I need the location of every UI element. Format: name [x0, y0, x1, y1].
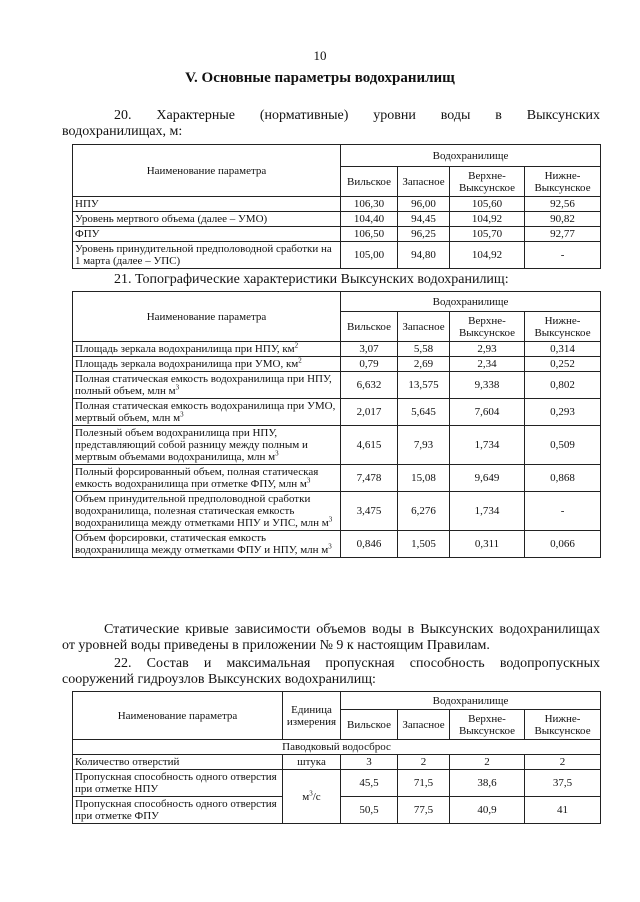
cell-value: 3,475 — [341, 492, 398, 531]
cell-value: 71,5 — [398, 770, 450, 797]
row-name: Полезный объем водохранилища при НПУ, представляющий собой разницу между полным и мертвым объемами водохранилища, млн $м^3$ — [73, 426, 341, 465]
cell-value: 2,34 — [450, 357, 525, 372]
table-row — [73, 399, 601, 426]
col-header: Вильское — [341, 167, 398, 197]
cell-value: 106,50 — [341, 227, 398, 242]
paragraph-20-line2: водохранилищах, м: — [62, 124, 183, 139]
cell-value: 15,08 — [398, 465, 450, 492]
paragraph-22 — [62, 656, 600, 688]
row-unit: $м^3/с$ — [283, 770, 341, 824]
table-row — [73, 531, 601, 558]
cell-value: 3 — [341, 755, 398, 770]
paragraph-22-line1: 22. Состав и максимальная пропускная способность водопропускных — [114, 656, 600, 671]
section-row: Паводковый водосброс — [73, 740, 601, 755]
cell-value: 0,252 — [525, 357, 601, 372]
cell-value: 105,60 — [450, 197, 525, 212]
table-row — [73, 342, 601, 357]
cell-value: 0,79 — [341, 357, 398, 372]
paragraph-21 — [62, 272, 600, 288]
table-row — [73, 755, 601, 770]
param-header: Наименование параметра — [73, 145, 341, 197]
cell-value: - — [525, 492, 601, 531]
paragraph-22-line2: сооружений гидроузлов Выксунских водохранилищ: — [62, 672, 376, 687]
cell-value: 4,615 — [341, 426, 398, 465]
col-header: Запасное — [398, 312, 450, 342]
cell-value: 41 — [525, 797, 601, 824]
col-header: Вильское — [341, 312, 398, 342]
cell-value: 77,5 — [398, 797, 450, 824]
table-row — [73, 197, 601, 212]
cell-value: 2,69 — [398, 357, 450, 372]
cell-value: 0,802 — [525, 372, 601, 399]
cell-value: 0,311 — [450, 531, 525, 558]
topography-table — [72, 291, 601, 558]
cell-value: 104,92 — [450, 242, 525, 269]
col-header: Верхне-Выксунское — [450, 710, 525, 740]
cell-value: 50,5 — [341, 797, 398, 824]
row-name: ФПУ — [73, 227, 341, 242]
cell-value: 3,07 — [341, 342, 398, 357]
cell-value: - — [525, 242, 601, 269]
row-name: Пропускная способность одного отверстия при отметке ФПУ — [73, 797, 283, 824]
cell-value: 9,338 — [450, 372, 525, 399]
cell-value: 0,066 — [525, 531, 601, 558]
table-row — [73, 426, 601, 465]
cell-value: 37,5 — [525, 770, 601, 797]
row-name: Полная статическая емкость водохранилища при НПУ, полный объем, млн $м^3$ — [73, 372, 341, 399]
levels-table — [72, 144, 601, 269]
spillway-table — [72, 691, 601, 824]
page-number: 10 — [313, 48, 327, 63]
param-header: Наименование параметра — [73, 292, 341, 342]
unit-header: Единица измерения — [283, 692, 341, 740]
cell-value: 2 — [525, 755, 601, 770]
table-row — [73, 357, 601, 372]
cell-value: 2 — [450, 755, 525, 770]
row-name: Объем принудительной предполоводной сработки водохранилища, полезная статическая емкость водохранилища между отметками НПУ и УПС, млн $м^3$ — [73, 492, 341, 531]
row-name: НПУ — [73, 197, 341, 212]
cell-value: 2,93 — [450, 342, 525, 357]
paragraph-static-line1: Статические кривые зависимости объемов воды в Выксунских водохранилищах — [104, 622, 600, 637]
table-row — [73, 492, 601, 531]
table-row — [73, 212, 601, 227]
paragraph-20-line1: 20. Характерные (нормативные) уровни воды в Выксунских — [114, 108, 600, 123]
section-title: V. Основные параметры водохранилищ — [185, 70, 455, 86]
col-header: Нижне-Выксунское — [525, 167, 601, 197]
row-name: Полный форсированный объем, полная статическая емкость водохранилища при отметке ФПУ, млн $м^3$ — [73, 465, 341, 492]
cell-value: 0,293 — [525, 399, 601, 426]
cell-value: 0,509 — [525, 426, 601, 465]
cell-value: 0,868 — [525, 465, 601, 492]
reservoir-group-header: Водохранилище — [341, 145, 601, 167]
cell-value: 1,734 — [450, 426, 525, 465]
table-row — [73, 242, 601, 269]
table-row — [73, 465, 601, 492]
cell-value: 45,5 — [341, 770, 398, 797]
reservoir-group-header: Водохранилище — [341, 692, 601, 710]
col-header: Вильское — [341, 710, 398, 740]
cell-value: 92,56 — [525, 197, 601, 212]
col-header: Запасное — [398, 167, 450, 197]
cell-value: 105,70 — [450, 227, 525, 242]
col-header: Верхне-Выксунское — [450, 167, 525, 197]
cell-value: 94,80 — [398, 242, 450, 269]
cell-value: 7,93 — [398, 426, 450, 465]
paragraph-20 — [62, 108, 600, 140]
cell-value: 2,017 — [341, 399, 398, 426]
row-name: Площадь зеркала водохранилища при УМО, $км^2$ — [73, 357, 341, 372]
row-unit: штука — [283, 755, 341, 770]
cell-value: 7,604 — [450, 399, 525, 426]
cell-value: 105,00 — [341, 242, 398, 269]
cell-value: 94,45 — [398, 212, 450, 227]
cell-value: 90,82 — [525, 212, 601, 227]
cell-value: 104,40 — [341, 212, 398, 227]
table-row — [73, 227, 601, 242]
row-name: Уровень мертвого объема (далее – УМО) — [73, 212, 341, 227]
cell-value: 7,478 — [341, 465, 398, 492]
col-header: Нижне-Выксунское — [525, 312, 601, 342]
col-header: Нижне-Выксунское — [525, 710, 601, 740]
col-header: Верхне-Выксунское — [450, 312, 525, 342]
cell-value: 6,632 — [341, 372, 398, 399]
cell-value: 96,25 — [398, 227, 450, 242]
table-row — [73, 770, 601, 797]
cell-value: 0,314 — [525, 342, 601, 357]
row-name: Количество отверстий — [73, 755, 283, 770]
row-name: Уровень принудительной предполоводной сработки на 1 марта (далее – УПС) — [73, 242, 341, 269]
cell-value: 2 — [398, 755, 450, 770]
cell-value: 6,276 — [398, 492, 450, 531]
row-name: Полная статическая емкость водохранилища при УМО, мертвый объем, млн $м^3$ — [73, 399, 341, 426]
cell-value: 0,846 — [341, 531, 398, 558]
param-header: Наименование параметра — [73, 692, 283, 740]
paragraph-static-line2: от уровней воды приведены в приложении № 9 к настоящим Правилам. — [62, 638, 490, 653]
cell-value: 13,575 — [398, 372, 450, 399]
row-name: Площадь зеркала водохранилища при НПУ, $км^2$ — [73, 342, 341, 357]
cell-value: 106,30 — [341, 197, 398, 212]
row-name: Объем форсировки, статическая емкость водохранилища между отметками ФПУ и НПУ, млн $м^3$ — [73, 531, 341, 558]
reservoir-group-header: Водохранилище — [341, 292, 601, 312]
cell-value: 5,645 — [398, 399, 450, 426]
cell-value: 9,649 — [450, 465, 525, 492]
cell-value: 1,734 — [450, 492, 525, 531]
cell-value: 92,77 — [525, 227, 601, 242]
cell-value: 40,9 — [450, 797, 525, 824]
cell-value: 104,92 — [450, 212, 525, 227]
cell-value: 1,505 — [398, 531, 450, 558]
cell-value: 96,00 — [398, 197, 450, 212]
table-row — [73, 372, 601, 399]
col-header: Запасное — [398, 710, 450, 740]
paragraph-static-curves — [62, 622, 600, 654]
row-name: Пропускная способность одного отверстия при отметке НПУ — [73, 770, 283, 797]
cell-value: 38,6 — [450, 770, 525, 797]
paragraph-21-line1: 21. Топографические характеристики Выксунских водохранилищ: — [114, 272, 509, 287]
cell-value: 5,58 — [398, 342, 450, 357]
